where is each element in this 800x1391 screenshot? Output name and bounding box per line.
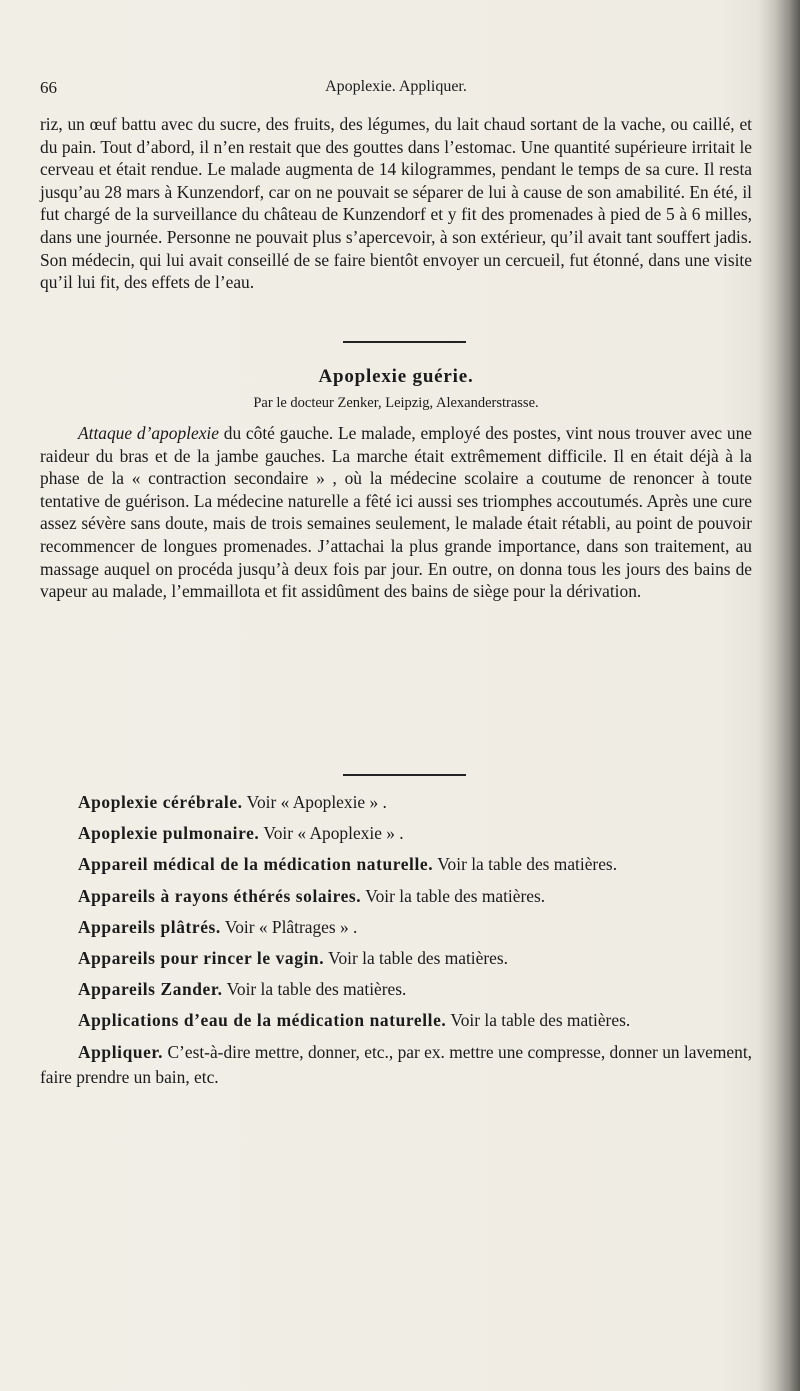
entry-text: Voir la table des matières. xyxy=(324,948,508,969)
glossary-entries xyxy=(40,790,752,1096)
entry-term: Appliquer. xyxy=(78,1041,164,1062)
paragraph-continued xyxy=(40,113,752,294)
entry-text: Voir « Apoplexie » . xyxy=(259,823,404,844)
glossary-entry xyxy=(40,946,752,971)
entries-divider xyxy=(343,774,466,776)
section-paragraph-text xyxy=(40,422,752,603)
section-byline: Par le docteur Zenker, Leipzig, Alexanderstrasse. xyxy=(253,395,539,411)
section-divider xyxy=(343,341,466,343)
page-header xyxy=(40,78,752,102)
page-edge-shadow xyxy=(758,0,800,1391)
glossary-entry xyxy=(40,1040,752,1090)
entry-term: Apoplexie pulmonaire. xyxy=(78,823,260,844)
running-head: Apoplexie. Appliquer. xyxy=(325,78,467,95)
section-title: Apoplexie guérie. xyxy=(318,366,474,387)
glossary-entry xyxy=(40,1008,752,1033)
paragraph-body: du côté gauche. Le malade, employé des postes, vint nous trouver avec une raideur du bras et de la jambe gauches. La marche était extrêmement difficile. Il en était déjà à la phase de la « contraction secondaire » , où la médecine scolaire a coutume de renoncer à toute tentative de guérison. La médecine naturelle a fêté ici aussi ses triomphes accoutumés. Après une cure assez sévère sans doute, mais de trois semaines seulement, le malade était rétabli, au point de pouvoir recommencer de longues promenades. J’attachai la plus grande importance, dans son traitement, au massage auquel on procéda jusqu’à deux fois par jour. En outre, on donna tous les jours des bains de vapeur au malade, l’emmaillota et fit assidûment des bains de siège pour la dérivation. xyxy=(40,423,752,602)
paragraph-lead: Attaque d’apoplexie xyxy=(78,423,219,443)
entry-text: Voir « Plâtrages » . xyxy=(220,916,358,937)
entry-text: Voir la table des matières. xyxy=(446,1010,631,1031)
entry-term: Appareil médical de la médication naturelle. xyxy=(78,854,434,875)
glossary-entry xyxy=(40,821,752,846)
entry-text: Voir la table des matières. xyxy=(222,979,407,1000)
glossary-entry xyxy=(40,915,752,940)
entry-term: Appareils à rayons éthérés solaires. xyxy=(78,885,362,906)
entry-text: C’est-à-dire mettre, donner, etc., par ex. mettre une compresse, donner un lavement, faire prendre un bain, etc. xyxy=(40,1041,753,1087)
entry-term: Appareils pour rincer le vagin. xyxy=(78,948,325,969)
glossary-entry xyxy=(40,884,752,909)
glossary-entry xyxy=(40,852,752,877)
entry-text: Voir « Apoplexie » . xyxy=(242,792,387,812)
entry-term: Applications d’eau de la médication naturelle. xyxy=(78,1010,447,1031)
paragraph-text: riz, un œuf battu avec du sucre, des fruits, des légumes, du lait chaud sortant de la vache, ou caillé, et du pain. Tout d’abord, il n’en restait que des gouttes dans l’estomac. Une quantité supérieure irritait le cerveau et était rendue. Le malade augmenta de 14 kilogrammes, pendant le temps de sa cure. Il resta jusqu’au 28 mars à Kunzendorf, car on ne pouvait se séparer de lui à cause de son amabilité. En été, il fut chargé de la surveillance du château de Kunzendorf et y fit des promenades à pied de 5 à 6 milles, dans une journée. Personne ne pouvait plus s’apercevoir, à son extérieur, qu’il avait tant souffert jadis. Son médecin, qui lui avait conseillé de se faire bientôt envoyer un cercueil, fut étonné, dans une visite qu’il lui fit, des effets de l’eau. xyxy=(40,114,752,293)
glossary-entry xyxy=(40,977,752,1002)
page-number: 66 xyxy=(40,78,57,97)
entry-text: Voir la table des matières. xyxy=(433,854,618,875)
glossary-entry xyxy=(40,790,752,815)
entry-term: Apoplexie cérébrale. xyxy=(78,792,243,812)
entry-text: Voir la table des matières. xyxy=(361,885,546,906)
entry-term: Appareils plâtrés. xyxy=(78,916,221,937)
section-paragraph xyxy=(40,422,752,603)
entry-term: Appareils Zander. xyxy=(78,979,223,1000)
